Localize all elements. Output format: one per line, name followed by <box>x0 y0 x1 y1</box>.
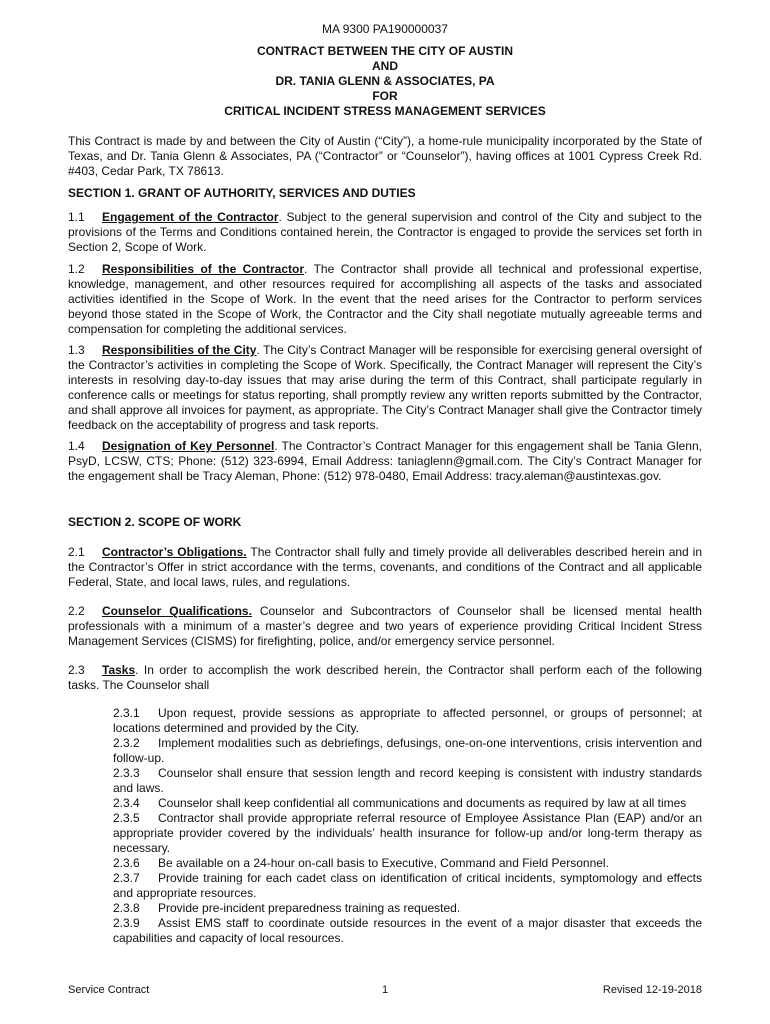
task-text: Provide training for each cadet class on identification of critical incidents, symptomology and effects and appropriate resources. <box>113 871 702 900</box>
task-text: Assist EMS staff to coordinate outside resources in the event of a major disaster that exceeds the capabilities and capacity of local resources. <box>113 916 702 945</box>
task-number: 2.3.2 <box>113 736 140 750</box>
clause-1-3 <box>68 343 702 433</box>
clause-1-4 <box>68 439 702 484</box>
task-item <box>113 901 702 916</box>
clause-title: Tasks <box>102 663 136 677</box>
title-line: FOR <box>372 89 398 103</box>
clause-number: 1.4 <box>68 439 85 453</box>
task-item <box>113 736 702 766</box>
task-text: Implement modalities such as debriefings, defusings, one-on-one interventions, crisis intervention and follow-up. <box>113 736 702 765</box>
footer-page-number: 1 <box>381 984 389 996</box>
clause-title: Counselor Qualifications. <box>102 604 252 618</box>
clause-title: Designation of Key Personnel <box>102 439 275 453</box>
clause-title: Engagement of the Contractor <box>102 210 279 224</box>
task-number: 2.3.7 <box>113 871 140 885</box>
task-number: 2.3.3 <box>113 766 140 780</box>
clause-text: . The City’s Contract Manager will be responsible for exercising general oversight of the Contractor’s activities in completing the Scope of Work. Specifically, the Contract Manager will represent the City’s interests in resolving day-to-day issues that may arise during the term of this Contract, shall participate regularly in conference calls or meetings for status reporting, shall promptly review any written reports submitted by the Contractor, and shall approve all invoices for payment, as appropriate. The City’s Contract Manager shall give the Contractor timely feedback on the acceptability of progress and task reports. <box>68 343 702 432</box>
task-text: Be available on a 24-hour on-call basis to Executive, Command and Field Personnel. <box>158 856 609 870</box>
task-number: 2.3.1 <box>113 706 140 720</box>
clause-text: . The Contractor shall provide all technical and professional expertise, knowledge, management, and other resources required for accomplishing all aspects of the tasks and associated activities identified in the Scope of Work. In the event that the need arises for the Contractor to perform services beyond those stated in the Scope of Work, the Contractor and the City shall negotiate mutually agreeable terms and compensation for completing the additional services. <box>68 262 703 336</box>
clause-1-2 <box>68 262 702 337</box>
title-line: CONTRACT BETWEEN THE CITY OF AUSTIN <box>257 44 513 58</box>
clause-text: . In order to accomplish the work described herein, the Contractor shall perform each of the following tasks. The Counselor shall <box>68 663 702 692</box>
clause-number: 2.2 <box>68 604 85 618</box>
task-item <box>113 916 702 946</box>
task-text: Contractor shall provide appropriate referral resource of Employee Assistance Plan (EAP) and/or an appropriate provider covered by the individuals’ health insurance for follow-up and/or long-term therapy as necessary. <box>113 811 702 855</box>
task-item <box>113 871 702 901</box>
clause-number: 2.3 <box>68 663 85 677</box>
task-item <box>113 706 702 736</box>
clause-text: Counselor and Subcontractors of Counselor shall be licensed mental health professionals with a minimum of a master’s degree and two years of experience providing Critical Incident Stress Management Services (CISMS) for firefighting, police, and/or emergency service personnel. <box>68 604 702 648</box>
page-footer <box>68 984 702 998</box>
clause-number: 1.3 <box>68 343 85 357</box>
clause-text: . The Contractor’s Contract Manager for this engagement shall be Tania Glenn, PsyD, LCSW, CTS; Phone: (512) 323-6994, Email Address: taniaglenn@gmail.com. The City’s Contract Manager for the engagement shall be Tracy Aleman, Phone: (512) 978-0480, Email Address: tracy.aleman@austintexas.gov. <box>68 439 702 483</box>
task-number: 2.3.8 <box>113 901 140 915</box>
clause-title: Contractor’s Obligations. <box>102 545 247 559</box>
section-1-heading: SECTION 1. GRANT OF AUTHORITY, SERVICES AND DUTIES <box>68 186 416 200</box>
task-text: Provide pre-incident preparedness training as requested. <box>158 901 461 915</box>
task-item <box>113 766 702 796</box>
task-list <box>113 706 702 946</box>
task-text: Counselor shall ensure that session length and record keeping is consistent with industry standards and laws. <box>113 766 702 795</box>
task-item <box>113 796 702 811</box>
clause-2-3 <box>68 663 702 693</box>
clause-text: . Subject to the general supervision and control of the City and subject to the provisions of the Terms and Conditions contained herein, the Contractor is engaged to provide the services set forth in Section 2, Scope of Work. <box>68 210 702 254</box>
task-item <box>113 811 702 856</box>
clause-number: 2.1 <box>68 545 85 559</box>
title-line: CRITICAL INCIDENT STRESS MANAGEMENT SERVICES <box>224 104 546 118</box>
clause-number: 1.1 <box>68 210 85 224</box>
clause-2-1 <box>68 545 702 590</box>
task-text: Counselor shall keep confidential all communications and documents as required by law at all times <box>158 796 687 810</box>
section-2-heading: SECTION 2. SCOPE OF WORK <box>68 515 242 529</box>
task-item <box>113 856 702 871</box>
task-number: 2.3.5 <box>113 811 140 825</box>
clause-text: The Contractor shall fully and timely provide all deliverables described herein and in the Contractor’s Offer in strict accordance with the terms, covenants, and conditions of the Contract and all applicable Federal, State, and local laws, rules, and regulations. <box>68 545 703 589</box>
footer-revision-date: Revised 12-19-2018 <box>602 984 702 996</box>
title-line: AND <box>372 59 398 73</box>
clause-number: 1.2 <box>68 262 85 276</box>
document-id: MA 9300 PA190000037 <box>322 22 448 36</box>
clause-title: Responsibilities of the City <box>102 343 257 357</box>
clause-1-1 <box>68 210 702 255</box>
footer-document-type: Service Contract <box>68 984 150 996</box>
task-number: 2.3.6 <box>113 856 140 870</box>
task-number: 2.3.4 <box>113 796 140 810</box>
title-line: DR. TANIA GLENN & ASSOCIATES, PA <box>275 74 495 88</box>
clause-2-2 <box>68 604 702 649</box>
intro-paragraph: This Contract is made by and between the City of Austin (“City”), a home-rule municipality incorporated by the State of Texas, and Dr. Tania Glenn & Associates, PA (“Contractor” or “Counselor”), having offices at 1001 Cypress Creek Rd. #403, Cedar Park, TX 78613. <box>68 134 702 178</box>
task-text: Upon request, provide sessions as appropriate to affected personnel, or groups of personnel; at locations determined and provided by the City. <box>113 706 702 735</box>
clause-title: Responsibilities of the Contractor <box>102 262 305 276</box>
task-number: 2.3.9 <box>113 916 140 930</box>
contract-title <box>0 44 770 119</box>
